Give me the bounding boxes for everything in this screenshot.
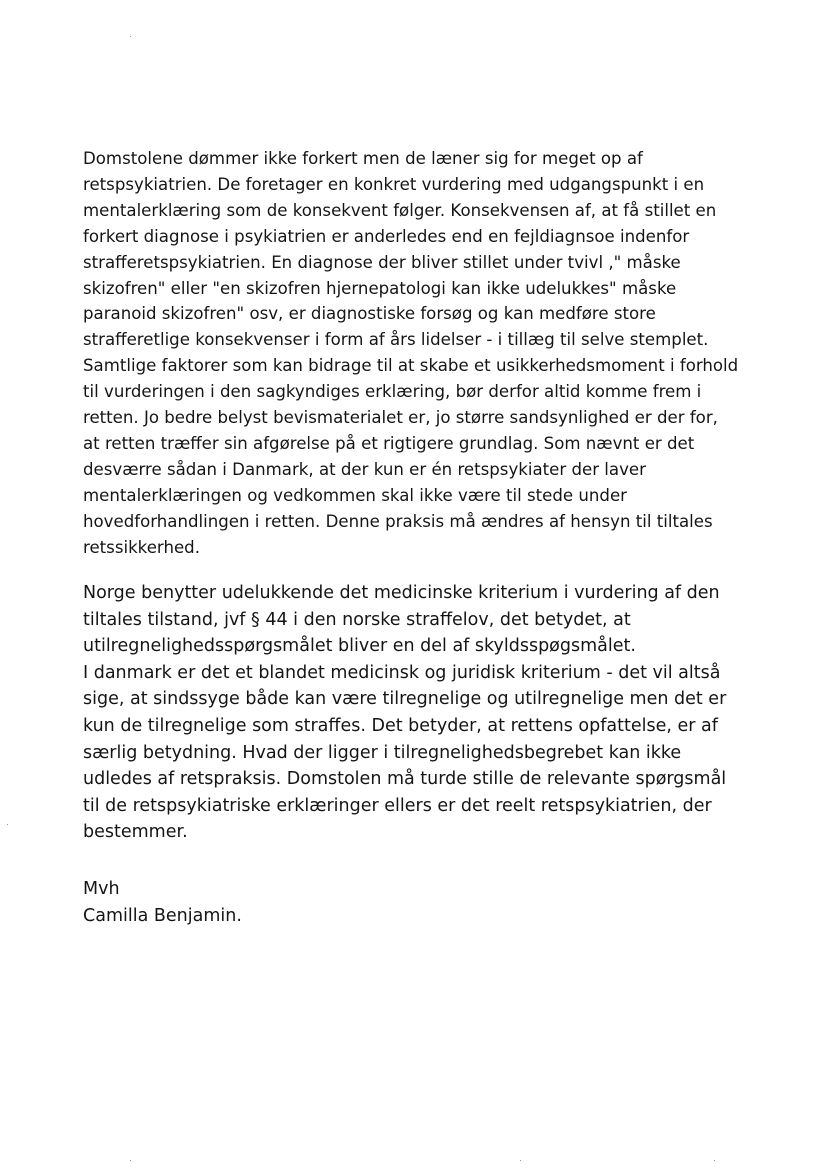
text-line: at retten træffer sin afgørelse på et rigtigere grundlag. Som nævnt er det bbox=[83, 433, 695, 453]
scan-speck bbox=[7, 824, 8, 825]
greeting: Mvh bbox=[83, 879, 120, 899]
text-line: skizofren" eller "en skizofren hjernepatologi kan ikke udelukkes" måske bbox=[83, 278, 677, 298]
text-line: til de retspsykiatriske erklæringer ellers er det reelt retspsykiatrien, der bbox=[83, 795, 712, 816]
text-line: kun de tilregnelige som straffes. Det betyder, at rettens opfattelse, er af bbox=[83, 715, 718, 736]
text-line: bestemmer. bbox=[83, 822, 188, 843]
text-line: retssikkerhed. bbox=[83, 537, 200, 557]
text-line: særlig betydning. Hvad der ligger i tilregnelighedsbegrebet kan ikke bbox=[83, 742, 682, 763]
scan-speck bbox=[520, 1160, 521, 1161]
text-line: Samtlige faktorer som kan bidrage til at skabe et usikkerhedsmoment i forhold bbox=[83, 356, 739, 376]
text-line: til vurderingen i den sagkyndiges erklæring, bør derfor altid komme frem i bbox=[83, 382, 702, 402]
paragraph-1 bbox=[83, 146, 738, 561]
text-line: hovedforhandlingen i retten. Denne praksis må ændres af hensyn til tiltales bbox=[83, 511, 713, 531]
text-line: Domstolene dømmer ikke forkert men de læner sig for meget op af bbox=[83, 149, 643, 168]
text-line: retten. Jo bedre belyst bevismaterialet er, jo større sandsynlighed er der for, bbox=[83, 408, 718, 428]
scan-speck bbox=[130, 1160, 131, 1161]
text-line: utilregnelighedsspørgsmålet bliver en del af skyldsspøgsmålet. bbox=[83, 636, 636, 657]
text-line: udledes af retspraksis. Domstolen må turde stille de relevante spørgsmål bbox=[83, 769, 727, 790]
text-line: forkert diagnose i psykiatrien er anderledes end en fejldiagnsoe indenfor bbox=[83, 226, 690, 246]
scan-speck bbox=[130, 36, 131, 37]
text-line: paranoid skizofren" osv, er diagnostiske forsøg og kan medføre store bbox=[83, 304, 656, 324]
signature-name: Camilla Benjamin. bbox=[83, 905, 242, 926]
text-line: retspsykiatrien. De foretager en konkret vurdering med udgangspunkt i en bbox=[83, 174, 705, 194]
text-line: mentalerklæring som de konsekvent følger. Konsekvensen af, at få stillet en bbox=[83, 200, 717, 220]
text-line: tiltales tilstand, jvf § 44 i den norske straffelov, det betydet, at bbox=[83, 609, 631, 630]
text-line: sige, at sindssyge både kan være tilregnelige og utilregnelige men det er bbox=[83, 689, 727, 710]
text-line: strafferetspsykiatrien. En diagnose der bliver stillet under tvivl ," måske bbox=[83, 252, 681, 272]
closing-signature bbox=[83, 876, 242, 929]
text-line: Norge benytter udelukkende det medicinske kriterium i vurdering af den bbox=[83, 583, 720, 603]
text-line: mentalerklæringen og vedkommen skal ikke være til stede under bbox=[83, 485, 627, 505]
text-line: I danmark er det et blandet medicinsk og juridisk kriterium - det vil altså bbox=[83, 662, 721, 683]
paragraph-2 bbox=[83, 580, 726, 846]
scan-speck bbox=[714, 1160, 715, 1161]
text-line: desværre sådan i Danmark, at der kun er én retspsykiater der laver bbox=[83, 459, 646, 479]
text-line: strafferetlige konsekvenser i form af års lidelser - i tillæg til selve stemplet. bbox=[83, 330, 709, 350]
